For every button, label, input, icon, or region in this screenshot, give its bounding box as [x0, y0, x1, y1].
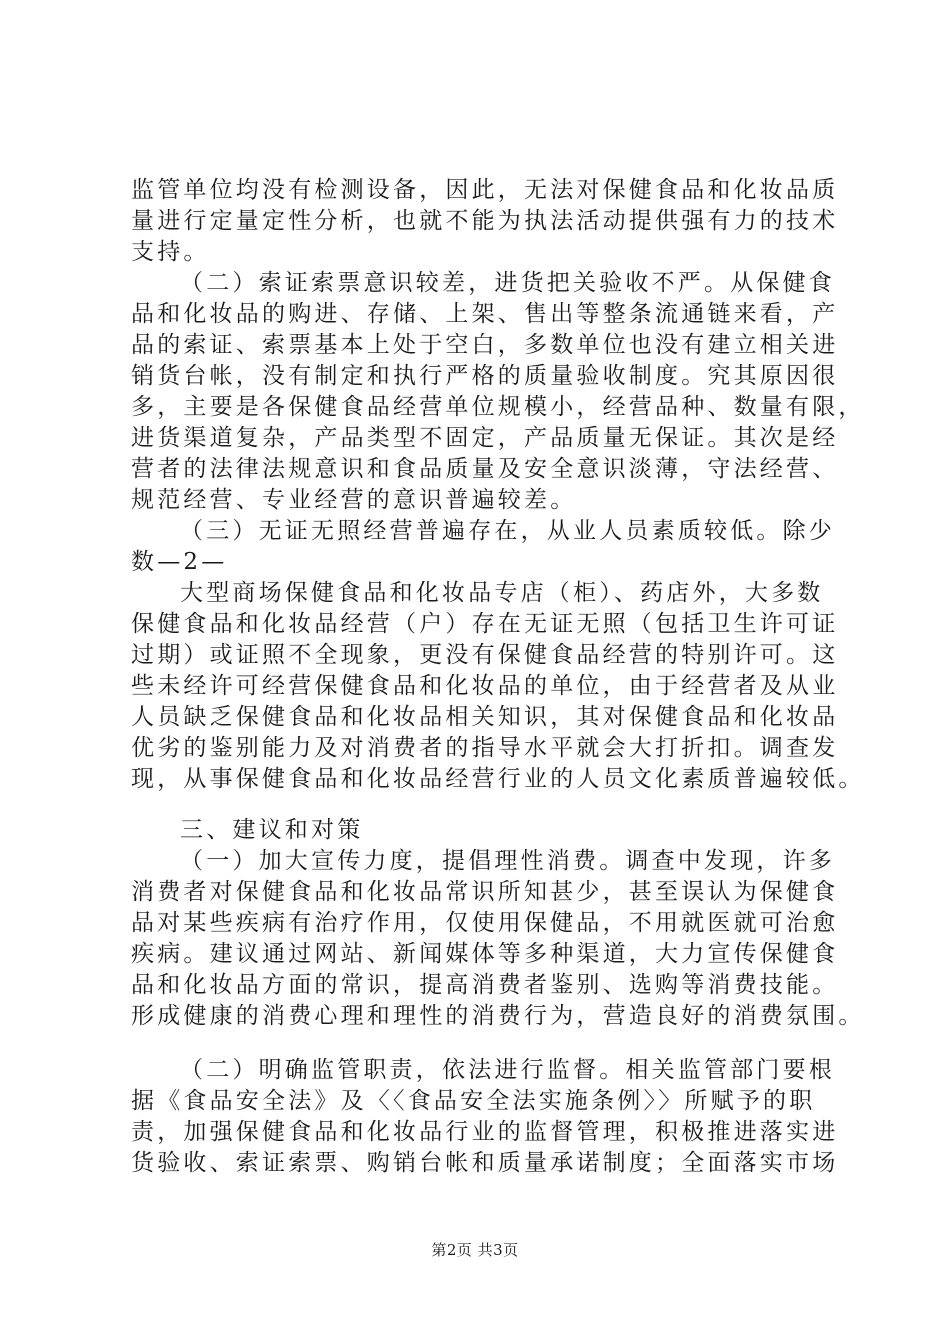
- text-line-3: 支持。: [131, 239, 210, 265]
- paragraph-2-line-1: （二）索证索票意识较差，进货把关验收不严。从保健食: [180, 270, 835, 296]
- text-line-30: 责，加强保健食品和化妆品行业的监督管理，积极推进落实进: [131, 1119, 839, 1145]
- text-line-20: 现，从事保健食品和化妆品经营行业的人员文化素质普遍较低。: [131, 766, 865, 792]
- text-line-2: 量进行定量定性分析，也就不能为执法活动提供强有力的技术: [131, 208, 839, 234]
- text-line-13: 数—2—: [131, 549, 228, 575]
- text-line-10: 营者的法律法规意识和食品质量及安全意识淡薄，守法经营、: [131, 456, 839, 482]
- paragraph-6-line-1: （二）明确监管职责，依法进行监督。相关监管部门要根: [180, 1057, 835, 1083]
- text-line-11: 规范经营、专业经营的意识普遍较差。: [131, 487, 577, 513]
- text-line-1: 监管单位均没有检测设备，因此，无法对保健食品和化妆品质: [131, 177, 839, 203]
- text-line-16: 过期）或证照不全现象，更没有保健食品经营的特别许可。这: [131, 642, 839, 668]
- text-line-18: 人员缺乏保健食品和化妆品相关知识，其对保健食品和化妆品: [131, 704, 839, 730]
- text-line-7: 销货台帐，没有制定和执行严格的质量验收制度。究其原因很: [131, 363, 839, 389]
- text-line-9: 进货渠道复杂，产品类型不固定，产品质量无保证。其次是经: [131, 425, 839, 451]
- text-line-31: 货验收、索证索票、购销台帐和质量承诺制度；全面落实市场: [131, 1150, 839, 1176]
- paragraph-4-line-1: 大型商场保健食品和化妆品专店（柜）、药店外，大多数: [180, 580, 824, 606]
- text-line-19: 优劣的鉴别能力及对消费者的指导水平就会大打折扣。调查发: [131, 735, 839, 761]
- text-line-25: 疾病。建议通过网站、新闻媒体等多种渠道，大力宣传保健食: [131, 941, 839, 967]
- paragraph-5-line-1: （一）加大宣传力度，提倡理性消费。调查中发现，许多: [180, 848, 835, 874]
- section-heading: 三、建议和对策: [180, 817, 364, 843]
- text-line-24: 品对某些疾病有治疗作用，仅使用保健品，不用就医就可治愈: [131, 910, 839, 936]
- text-line-6: 品的索证、索票基本上处于空白，多数单位也没有建立相关进: [131, 332, 839, 358]
- text-line-15: 保健食品和化妆品经营（户）存在无证无照（包括卫生许可证: [131, 611, 839, 637]
- text-line-5: 品和化妆品的购进、存储、上架、售出等整条流通链来看，产: [131, 301, 839, 327]
- text-line-26: 品和化妆品方面的常识，提高消费者鉴别、选购等消费技能。: [131, 972, 839, 998]
- text-line-23: 消费者对保健食品和化妆品常识所知甚少，甚至误认为保健食: [131, 879, 839, 905]
- text-line-17: 些未经许可经营保健食品和化妆品的单位，由于经营者及从业: [131, 673, 839, 699]
- page-number-footer: 第2页 共3页: [431, 1241, 519, 1259]
- paragraph-3-line-1: （三）无证无照经营普遍存在，从业人员素质较低。除少: [180, 518, 835, 544]
- text-line-27: 形成健康的消费心理和理性的消费行为，营造良好的消费氛围。: [131, 1003, 865, 1029]
- text-line-8: 多，主要是各保健食品经营单位规模小，经营品种、数量有限，: [131, 394, 865, 420]
- text-line-29: 据《食品安全法》及〈〈食品安全法实施条例〉〉所赋予的职: [131, 1088, 816, 1114]
